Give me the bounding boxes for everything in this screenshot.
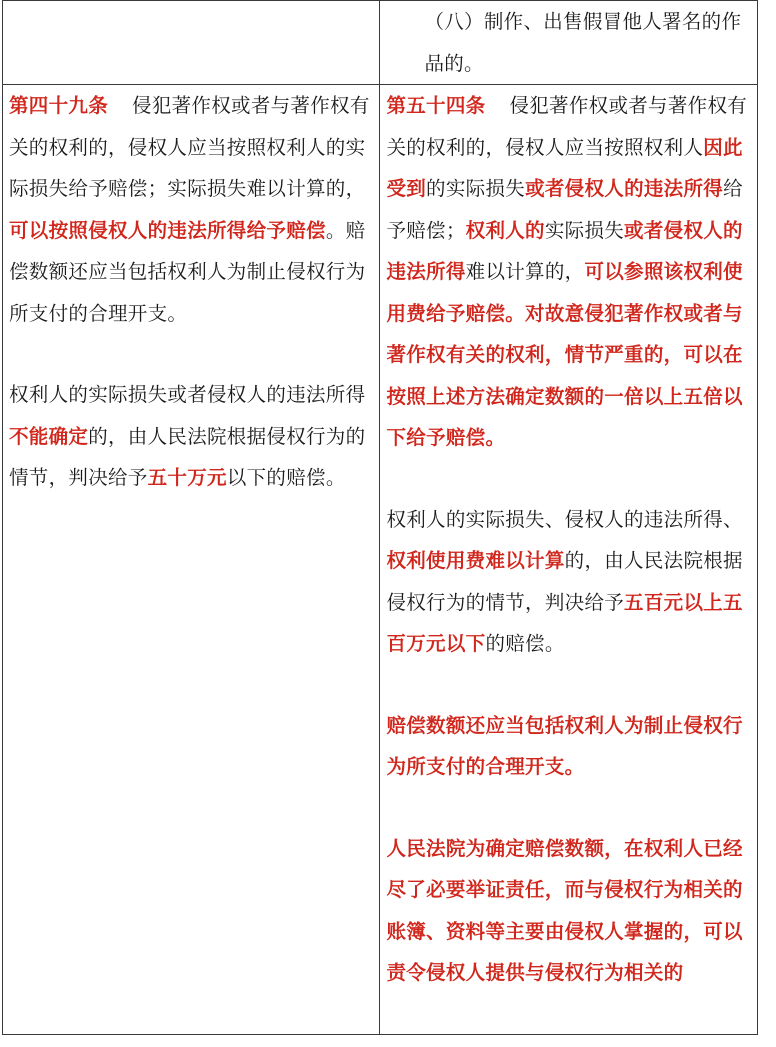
left-column-cell (3, 85, 380, 1035)
highlight-span: 因此受到 (386, 135, 743, 200)
text-span: 以下的赔偿。 (226, 466, 346, 489)
text-span: 。赔偿数额还应当包括权利人为制止侵权行为所支付的合理开支。 (9, 218, 366, 325)
right-column-cell (380, 85, 758, 1035)
text-span: 的赔偿。 (485, 632, 565, 655)
text-span: 难以计算的， (465, 260, 585, 283)
highlight-span: 或者侵权人的违法所得 (386, 218, 743, 283)
text-span: 侵犯著作权或者与著作权有关的权利的，侵权人应当按照权利人 (386, 94, 748, 159)
right-paragraph-1 (386, 85, 751, 459)
comparison-table (2, 0, 758, 1035)
highlight-span: 不能确定 (9, 424, 89, 448)
highlight-span: 五十万元 (147, 466, 227, 489)
highlight-span: 人民法院为确定赔偿数额，在权利人已经尽了必要举证责任，而与侵权行为相关的账簿、资料等主要由侵权人掌握的，可以责令侵权人提供与侵权行为相关的 (386, 836, 743, 984)
text-span: 的实际损失 (426, 177, 526, 200)
highlight-span: 可以参照该权利使用费给予赔偿。对故意侵犯著作权或者与著作权有关的权利，情节严重的，可以在按照上述方法确定数额的一倍以上五倍以下给予赔偿。 (386, 260, 743, 449)
highlight-span: 权利使用费难以计算 (386, 549, 565, 572)
left-paragraph-1 (9, 85, 373, 334)
top-right-line1: （八）制作、出售假冒他人署名的作 (424, 10, 742, 33)
top-right-cell (380, 1, 758, 85)
highlight-span: 五百元以上五百万元以下 (386, 590, 743, 655)
highlight-span: 赔偿数额还应当包括权利人为制止侵权行为所支付的合理开支。 (386, 713, 743, 778)
top-left-cell (3, 1, 380, 85)
text-span: 权利人的实际损失或者侵权人的违法所得 (9, 383, 366, 406)
text-span: 权利人的实际损失、侵权人的违法所得、 (386, 507, 743, 531)
right-paragraph-4 (386, 828, 751, 994)
left-paragraph-2 (9, 374, 373, 499)
highlight-span: 可以按照侵权人的违法所得给予赔偿 (9, 218, 326, 242)
text-span: 给予赔偿； (386, 177, 743, 242)
text-span: 实际损失 (544, 218, 625, 242)
table-row (3, 1, 758, 85)
highlight-span: 或者侵权人的违法所得 (525, 177, 724, 200)
article-49-title: 第四十九条 (9, 94, 109, 117)
table-row (3, 85, 758, 1035)
right-paragraph-3 (386, 705, 751, 788)
right-paragraph-2 (386, 499, 751, 665)
article-54-title: 第五十四条 (386, 94, 486, 117)
top-right-line2: 品的。 (424, 51, 484, 75)
text-span: 侵犯著作权或者与著作权有关的权利的，侵权人应当按照权利人的实际损失给予赔偿；实际损失难以计算的， (9, 94, 370, 200)
text-span: 的，由人民法院根据侵权行为的情节，判决给予 (386, 549, 743, 614)
text-span: 的，由人民法院根据侵权行为的情节，判决给予 (9, 424, 366, 489)
highlight-span: 权利人的 (465, 218, 545, 242)
